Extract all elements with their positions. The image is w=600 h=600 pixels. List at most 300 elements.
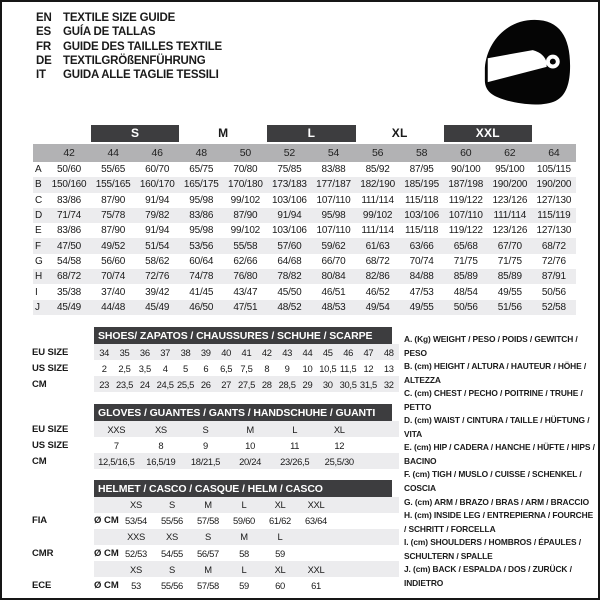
measurement-cell: 87/91 bbox=[541, 271, 566, 283]
measurement-cell: 63/66 bbox=[409, 240, 434, 252]
size-cell: 53/54 bbox=[125, 515, 147, 527]
size-cell: 12 bbox=[334, 439, 345, 451]
measurement-cell: 160/170 bbox=[139, 179, 175, 191]
size-cell: XL bbox=[274, 499, 286, 511]
measurement-cell: 111/114 bbox=[361, 194, 394, 206]
size-cell: XXL bbox=[307, 563, 325, 575]
size-stripe bbox=[94, 376, 399, 392]
size-stripe bbox=[94, 437, 399, 453]
measurement-cell: 65/68 bbox=[453, 240, 478, 252]
measurement-cell: 127/130 bbox=[536, 194, 572, 206]
size-cell: 63/64 bbox=[305, 515, 327, 527]
legend-item: H. (cm) INSIDE LEG / ENTREPIERNA / FOURCHE / SCHRITT / FORCELLA bbox=[404, 510, 594, 534]
shoes-section-title: SHOES/ ZAPATOS / CHAUSSURES / SCHUHE / SCARPE bbox=[94, 327, 392, 344]
measurement-cell: 76/80 bbox=[233, 271, 258, 283]
size-cell: 11 bbox=[290, 439, 300, 451]
measurement-cell: 66/70 bbox=[321, 255, 346, 267]
measurement-cell: 70/80 bbox=[233, 164, 258, 176]
size-cell: 59/60 bbox=[233, 515, 255, 527]
row-label: CM bbox=[32, 455, 47, 467]
measurement-cell: 49/55 bbox=[409, 301, 434, 313]
measurement-cell: 74/78 bbox=[189, 271, 214, 283]
helmet-values-row bbox=[30, 513, 407, 529]
helmet-sizes-row bbox=[30, 529, 407, 545]
size-cell: 24,5 bbox=[156, 378, 174, 390]
table-row bbox=[33, 193, 576, 208]
size-cell: L bbox=[277, 531, 283, 543]
value-cells bbox=[118, 548, 298, 559]
measurement-cell: 107/110 bbox=[448, 210, 483, 222]
size-cell: 58 bbox=[239, 547, 249, 559]
size-cell: 25,5/30 bbox=[324, 455, 354, 467]
helmet-section-title: HELMET / CASCO / CASQUE / HELM / CASCO bbox=[94, 480, 392, 497]
size-cell: 60 bbox=[275, 580, 285, 592]
measurement-cell: 85/89 bbox=[497, 271, 522, 283]
measurement-cell: 103/106 bbox=[404, 210, 440, 222]
measurement-cell: 46/51 bbox=[321, 286, 346, 298]
size-cell: 41 bbox=[241, 346, 252, 358]
numeric-size-cell: 62 bbox=[504, 147, 516, 159]
table-row bbox=[33, 254, 576, 269]
helmet-icon bbox=[479, 18, 575, 108]
size-cell: 23 bbox=[99, 378, 110, 390]
size-cell: 10,5 bbox=[319, 362, 337, 374]
guide-title: GUIDE DES TAILLES TEXTILE bbox=[63, 40, 222, 53]
size-cell: 8 bbox=[264, 362, 270, 374]
language-title-list bbox=[36, 11, 222, 82]
table-row bbox=[30, 421, 407, 437]
size-cell: 27 bbox=[221, 378, 232, 390]
row-letter: D bbox=[35, 210, 43, 222]
measurement-cell: 46/50 bbox=[189, 301, 214, 313]
measurement-cell: 50/60 bbox=[57, 164, 82, 176]
measurement-cell: 68/72 bbox=[57, 271, 82, 283]
size-cell: 55/56 bbox=[161, 515, 183, 527]
measurement-cell: 39/42 bbox=[145, 286, 170, 298]
numeric-size-cell: 54 bbox=[327, 147, 340, 159]
size-cell: 6 bbox=[203, 362, 209, 374]
size-cell: 3,5 bbox=[138, 362, 151, 374]
measurement-cell: 65/75 bbox=[189, 164, 214, 176]
size-cell: 9 bbox=[203, 439, 208, 451]
size-cell: 9 bbox=[284, 362, 290, 374]
table-row bbox=[33, 162, 576, 177]
measurement-cell: 70/74 bbox=[409, 255, 434, 267]
measurement-cell: 68/72 bbox=[541, 240, 566, 252]
table-row bbox=[33, 208, 576, 223]
numeric-size-cell: 58 bbox=[416, 147, 428, 159]
measurement-cell: 83/86 bbox=[57, 225, 82, 237]
measurement-cell: 47/50 bbox=[57, 240, 82, 252]
size-cell: M bbox=[246, 423, 254, 435]
language-code: ES bbox=[36, 26, 51, 39]
size-cell: 44 bbox=[302, 346, 313, 358]
helmet-sizes-row bbox=[30, 561, 407, 577]
row-letter: A bbox=[35, 164, 42, 176]
size-cell: M bbox=[240, 531, 248, 543]
numeric-size-cell: 60 bbox=[460, 147, 472, 159]
size-cell: S bbox=[205, 531, 211, 543]
size-cell: XS bbox=[130, 499, 142, 511]
language-row bbox=[36, 54, 222, 68]
size-cell: XL bbox=[333, 423, 345, 435]
size-stripe bbox=[94, 529, 399, 545]
measurement-cell: 103/106 bbox=[272, 194, 307, 206]
guide-title: GUIDA ALLE TAGLIE TESSILI bbox=[63, 69, 219, 82]
size-cell: 7 bbox=[113, 439, 119, 451]
measurement-cell: 52/58 bbox=[541, 301, 566, 313]
measurement-cell: 57/60 bbox=[277, 240, 302, 252]
row-label: US SIZE bbox=[32, 439, 69, 451]
row-letter: B bbox=[35, 179, 42, 191]
measurement-cell: 45/50 bbox=[277, 286, 302, 298]
row-letter: G bbox=[35, 255, 43, 267]
measurement-cell: 115/118 bbox=[405, 194, 439, 206]
measurement-cell: 72/76 bbox=[145, 271, 170, 283]
size-cell: 42 bbox=[261, 346, 272, 358]
measurement-cell: 105/115 bbox=[536, 164, 571, 176]
size-cell: 20/24 bbox=[239, 455, 262, 467]
measurement-cell: 45/49 bbox=[145, 301, 170, 313]
guide-title: TEXTILGRÖßENFÜHRUNG bbox=[63, 55, 206, 68]
row-letter: F bbox=[35, 240, 42, 252]
measurement-cell: 70/74 bbox=[101, 271, 126, 283]
size-cell: 59 bbox=[239, 580, 249, 592]
measurement-cell: 91/94 bbox=[145, 225, 170, 237]
size-stripe bbox=[94, 561, 399, 577]
measurement-cell: 72/76 bbox=[541, 255, 566, 267]
legend-item: C. (cm) CHEST / PECHO / POITRINE / TRUHE / PETTO bbox=[404, 388, 583, 412]
language-row bbox=[36, 25, 222, 39]
measurement-cell: 170/180 bbox=[227, 179, 263, 191]
measurement-cell: 187/198 bbox=[448, 179, 484, 191]
measurement-cell: 119/122 bbox=[448, 225, 483, 237]
size-group-xxl: XXL bbox=[444, 125, 532, 142]
measurement-cell: 58/62 bbox=[145, 255, 170, 267]
diameter-unit: Ø CM bbox=[94, 547, 119, 559]
size-stripe bbox=[94, 497, 399, 513]
measurement-cell: 49/55 bbox=[497, 286, 522, 298]
measurement-cell: 51/56 bbox=[497, 301, 522, 313]
measurement-cell: 83/86 bbox=[189, 210, 214, 222]
size-cell: 36 bbox=[139, 346, 150, 358]
measurement-cell: 43/47 bbox=[233, 286, 258, 298]
measurement-cell: 84/88 bbox=[409, 271, 434, 283]
size-cell: M bbox=[204, 499, 212, 511]
size-cell: 6,5 bbox=[220, 362, 233, 374]
measurement-cell: 59/62 bbox=[321, 240, 346, 252]
numeric-size-row bbox=[33, 144, 576, 162]
measurement-cell: 107/110 bbox=[316, 194, 351, 206]
measurement-cell: 47/53 bbox=[409, 286, 434, 298]
measurement-cell: 71/74 bbox=[57, 210, 82, 222]
measurement-cell: 83/86 bbox=[57, 194, 82, 206]
size-cell: 16,5/19 bbox=[146, 455, 176, 467]
measurement-cell: 87/95 bbox=[409, 164, 434, 176]
measurement-cell: 49/54 bbox=[365, 301, 390, 313]
measurement-cell: 99/102 bbox=[230, 194, 261, 206]
size-cell: S bbox=[202, 423, 209, 435]
size-cell: 13 bbox=[383, 362, 394, 374]
language-row bbox=[36, 68, 222, 82]
row-label: EU SIZE bbox=[32, 423, 69, 435]
size-cell: 53 bbox=[131, 580, 141, 592]
size-cell: XS bbox=[154, 423, 167, 435]
size-group-row bbox=[33, 125, 576, 144]
size-cell: 7,5 bbox=[240, 362, 253, 374]
size-cell: 28,5 bbox=[278, 378, 296, 390]
legend-item: F. (cm) TIGH / MUSLO / CUISSE / SCHENKEL / COSCIA bbox=[404, 469, 582, 494]
measurement-cell: 75/85 bbox=[277, 164, 302, 176]
language-row bbox=[36, 40, 222, 54]
language-code: IT bbox=[36, 69, 46, 82]
numeric-size-cell: 50 bbox=[239, 147, 251, 159]
size-cell: 18/21,5 bbox=[190, 455, 221, 467]
legend-item: I. (cm) SHOULDERS / HOMBROS / ÉPAULES / SCHULTERN / SPALLE bbox=[404, 537, 581, 561]
table-row bbox=[30, 437, 407, 453]
measurement-cell: 165/175 bbox=[183, 179, 219, 191]
size-stripe bbox=[94, 360, 399, 376]
size-cell: XXS bbox=[127, 531, 145, 543]
size-cell: 24 bbox=[139, 378, 150, 390]
measurement-cell: 91/94 bbox=[145, 194, 170, 206]
size-stripe bbox=[94, 421, 399, 437]
measurement-cell: 107/110 bbox=[316, 225, 351, 237]
size-cell: L bbox=[241, 499, 247, 511]
size-cell: 40 bbox=[221, 346, 232, 358]
size-cell: S bbox=[169, 563, 175, 575]
size-cell: 12 bbox=[363, 362, 374, 374]
measurement-cell: 41/45 bbox=[189, 286, 214, 298]
measurement-cell: 60/70 bbox=[145, 164, 170, 176]
table-row bbox=[33, 269, 576, 284]
guide-title: TEXTILE SIZE GUIDE bbox=[63, 12, 176, 25]
measurement-cell: 99/102 bbox=[230, 225, 261, 237]
measurement-cell: 64/68 bbox=[277, 255, 302, 267]
value-cells bbox=[118, 515, 334, 526]
size-cell: XL bbox=[274, 563, 286, 575]
guide-title: GUÍA DE TALLAS bbox=[63, 26, 156, 39]
row-label: CM bbox=[32, 378, 47, 390]
measurement-cell: 111/114 bbox=[493, 210, 527, 222]
standard-label: ECE bbox=[32, 580, 52, 592]
numeric-size-cell: 42 bbox=[63, 147, 75, 159]
size-cell: XXL bbox=[307, 499, 325, 511]
size-cell: 43 bbox=[282, 346, 293, 358]
measurement-cell: 127/130 bbox=[536, 225, 572, 237]
size-cell: 25,5 bbox=[176, 378, 194, 390]
measurement-cell: 67/70 bbox=[497, 240, 522, 252]
measurement-cell: 87/90 bbox=[101, 225, 126, 237]
size-stripe bbox=[94, 344, 399, 360]
measurement-cell: 182/190 bbox=[360, 179, 395, 191]
row-letter: E bbox=[35, 225, 42, 237]
size-cell: 11,5 bbox=[339, 362, 357, 374]
measurement-cell: 123/126 bbox=[492, 194, 528, 206]
legend-item: J. (cm) BACK / ESPALDA / DOS / ZURÜCK / INDIETRO bbox=[404, 564, 572, 588]
size-cell: 10 bbox=[302, 362, 313, 374]
size-stripe bbox=[94, 453, 399, 469]
size-cell: 54/55 bbox=[161, 547, 183, 559]
table-row bbox=[33, 238, 576, 253]
size-cell: 38 bbox=[180, 346, 191, 358]
measurement-cell: 82/86 bbox=[365, 271, 390, 283]
size-cell: 61/62 bbox=[269, 515, 291, 527]
size-cell: 52/53 bbox=[125, 547, 147, 559]
size-cell: 56/57 bbox=[197, 547, 219, 559]
clothing-size-table bbox=[33, 125, 576, 315]
size-cell: 4 bbox=[162, 362, 168, 374]
measurement-cell: 150/160 bbox=[51, 179, 87, 191]
size-cell: 39 bbox=[200, 346, 211, 358]
value-cells bbox=[118, 580, 334, 591]
measurement-cell: 115/119 bbox=[537, 210, 571, 222]
size-group-xl: XL bbox=[391, 126, 408, 140]
size-cell: M bbox=[204, 563, 212, 575]
legend-item: B. (cm) HEIGHT / ALTURA / HAUTEUR / HÖHE / ALTEZZA bbox=[404, 361, 587, 385]
helmet-values-row bbox=[30, 545, 407, 561]
size-cell: 23/26,5 bbox=[280, 455, 310, 467]
measurement-cell: 56/60 bbox=[101, 255, 126, 267]
measurement-cell: 51/54 bbox=[145, 240, 170, 252]
language-code: FR bbox=[36, 40, 51, 53]
size-cell: 30,5 bbox=[339, 378, 357, 390]
size-cell: XXS bbox=[107, 423, 126, 435]
table-row bbox=[33, 177, 576, 192]
numeric-size-cell: 56 bbox=[371, 147, 384, 159]
diameter-unit: Ø CM bbox=[94, 580, 119, 592]
measurement-cell: 85/92 bbox=[365, 164, 390, 176]
size-cell: S bbox=[169, 499, 175, 511]
measurement-cell: 99/102 bbox=[362, 210, 393, 222]
measurement-cell: 78/82 bbox=[277, 271, 302, 283]
measurement-cell: 62/66 bbox=[233, 255, 258, 267]
size-cell: XS bbox=[130, 563, 142, 575]
measurement-cell: 91/94 bbox=[277, 210, 302, 222]
size-cell: 31,5 bbox=[359, 378, 377, 390]
measurement-legend bbox=[404, 333, 596, 590]
table-row bbox=[33, 300, 576, 315]
size-group-l: L bbox=[267, 125, 355, 142]
measurement-cell: 155/165 bbox=[95, 179, 131, 191]
size-cell: 47 bbox=[363, 346, 374, 358]
size-cell: 27,5 bbox=[237, 378, 255, 390]
size-cell: 46 bbox=[343, 346, 354, 358]
size-cell: 45 bbox=[322, 346, 333, 358]
diameter-unit: Ø CM bbox=[94, 515, 119, 527]
measurement-cell: 95/98 bbox=[189, 194, 214, 206]
measurement-cell: 87/90 bbox=[101, 194, 126, 206]
measurement-cell: 48/52 bbox=[277, 301, 302, 313]
measurement-cell: 123/126 bbox=[492, 225, 528, 237]
measurement-cell: 95/98 bbox=[321, 210, 346, 222]
measurement-cell: 95/100 bbox=[495, 164, 525, 176]
measurement-cell: 111/114 bbox=[361, 225, 394, 237]
measurement-cell: 173/183 bbox=[272, 179, 307, 191]
size-group-s: S bbox=[91, 125, 179, 142]
language-code: EN bbox=[36, 12, 52, 25]
measurement-cell: 49/52 bbox=[101, 240, 126, 252]
measurement-cell: 185/195 bbox=[404, 179, 440, 191]
size-cell: 26 bbox=[200, 378, 211, 390]
size-cell: 59 bbox=[275, 547, 285, 559]
helmet-values-row bbox=[30, 578, 407, 594]
measurement-cell: 71/75 bbox=[453, 255, 478, 267]
measurement-cell: 53/56 bbox=[189, 240, 214, 252]
measurement-cell: 90/100 bbox=[451, 164, 481, 176]
numeric-size-cell: 64 bbox=[548, 147, 560, 159]
measurement-cell: 190/200 bbox=[536, 179, 572, 191]
measurement-cell: 35/38 bbox=[57, 286, 82, 298]
measurement-cell: 119/122 bbox=[448, 194, 483, 206]
size-cell: 2 bbox=[101, 362, 107, 374]
size-cell: 61 bbox=[311, 580, 321, 592]
size-cell: 5 bbox=[183, 362, 188, 374]
measurement-cell: 60/64 bbox=[189, 255, 214, 267]
size-cell: 23,5 bbox=[115, 378, 134, 390]
measurement-cell: 50/56 bbox=[453, 301, 478, 313]
size-cell: 57/58 bbox=[197, 580, 219, 592]
measurement-cell: 48/54 bbox=[453, 286, 478, 298]
measurement-cell: 79/82 bbox=[145, 210, 170, 222]
size-cell: 28 bbox=[261, 378, 272, 390]
measurement-cell: 61/63 bbox=[365, 240, 390, 252]
measurement-cell: 55/65 bbox=[101, 164, 126, 176]
size-cell: 2,5 bbox=[118, 362, 131, 374]
measurement-cell: 80/84 bbox=[321, 271, 346, 283]
measurement-cell: 190/200 bbox=[492, 179, 528, 191]
table-row bbox=[33, 223, 576, 238]
numeric-size-cell: 48 bbox=[195, 147, 207, 159]
measurement-rows bbox=[33, 162, 576, 315]
size-cell: 55/56 bbox=[161, 580, 183, 592]
table-row bbox=[30, 344, 407, 360]
numeric-size-cell: 46 bbox=[151, 147, 163, 159]
standard-label: CMR bbox=[32, 547, 54, 559]
row-letter: J bbox=[35, 301, 40, 313]
size-cell: 37 bbox=[160, 346, 171, 358]
legend-item: E. (cm) HIP / CADERA / HANCHE / HÜFTE / HIPS / BACINO bbox=[404, 442, 595, 466]
size-cell: L bbox=[292, 423, 298, 435]
measurement-cell: 85/89 bbox=[453, 271, 478, 283]
measurement-cell: 37/40 bbox=[101, 286, 126, 298]
row-letter: H bbox=[35, 271, 43, 283]
table-row bbox=[30, 376, 407, 392]
legend-item: D. (cm) WAIST / CINTURA / TAILLE / HÜFTUNG / VITA bbox=[404, 415, 590, 439]
legend-item: G. (cm) ARM / BRAZO / BRAS / ARM / BRACCIO bbox=[404, 496, 590, 507]
helmet-sizes-row bbox=[30, 497, 407, 513]
measurement-cell: 44/48 bbox=[101, 301, 126, 313]
measurement-cell: 87/90 bbox=[233, 210, 258, 222]
numeric-size-cell: 52 bbox=[283, 147, 296, 159]
measurement-cell: 45/49 bbox=[57, 301, 82, 313]
measurement-cell: 177/187 bbox=[316, 179, 351, 191]
measurement-cell: 83/88 bbox=[321, 164, 346, 176]
size-cell: 12,5/16,5 bbox=[98, 455, 135, 467]
measurement-cell: 50/56 bbox=[541, 286, 566, 298]
measurement-cell: 115/118 bbox=[405, 225, 439, 237]
numeric-size-cell: 44 bbox=[107, 147, 119, 159]
size-cell: 57/58 bbox=[197, 515, 219, 527]
size-cell: XS bbox=[166, 531, 178, 543]
row-letter: I bbox=[35, 286, 38, 298]
measurement-cell: 71/75 bbox=[497, 255, 522, 267]
language-row bbox=[36, 11, 222, 25]
size-cell: 35 bbox=[119, 346, 130, 358]
size-cell: 30 bbox=[322, 378, 333, 390]
table-row bbox=[30, 453, 407, 469]
measurement-cell: 54/58 bbox=[57, 255, 82, 267]
